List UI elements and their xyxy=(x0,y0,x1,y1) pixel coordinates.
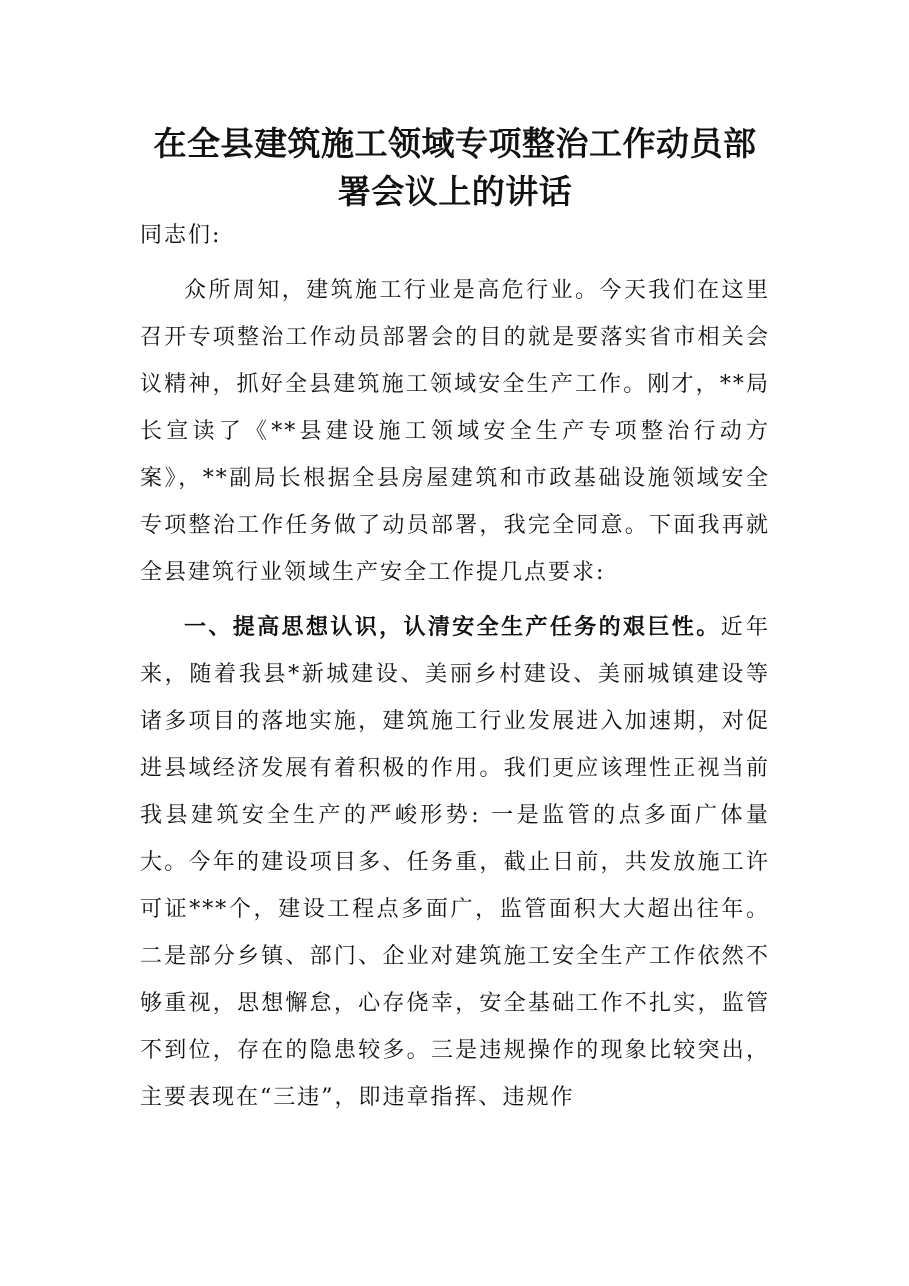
section-1-heading: 一、提高思想认识，认清安全生产任务的艰巨性。 xyxy=(184,614,721,640)
section-1-text: 近年来，随着我县*新城建设、美丽乡村建设、美丽城镇建设等诸多项目的落地实施，建筑施工行业发展进入加速期，对促进县域经济发展有着积极的作用。我们更应该理性正视当前我县建筑安全生产的严峻形势: 一是监管的点多面广体量大。今年的建设项目多、任务重，截止日前，共发放施工许可证***个，建设工程点多面广，监管面积大大超出往年。二是部分乡镇、部门、企业对建筑施工安全生产工作依然不够重视，思想懈怠，心存侥幸，安全基础工作不扎实，监管不到位，存在的隐患较多。三是违规操作的现象比较突出，主要表现在“三违”，即违章指挥、违规作 xyxy=(140,615,770,1110)
paragraph-section-1 xyxy=(140,604,770,1121)
salutation: 同志们: xyxy=(140,223,222,248)
document-body xyxy=(140,212,770,1129)
document-title: 在全县建筑施工领域专项整治工作动员部署会议上的讲话 xyxy=(153,124,757,211)
paragraph-intro xyxy=(140,267,770,596)
paragraph-intro-text: 众所周知，建筑施工行业是高危行业。今天我们在这里召开专项整治工作动员部署会的目的就是要落实省市相关会议精神，抓好全县建筑施工领域安全生产工作。刚才，**局长宣读了《**县建设施工领域安全生产专项整治行动方案》，**副局长根据全县房屋建筑和市政基础设施领域安全专项整治工作任务做了动员部署，我完全同意。下面我再就全县建筑行业领域生产安全工作提几点要求: xyxy=(140,278,770,585)
